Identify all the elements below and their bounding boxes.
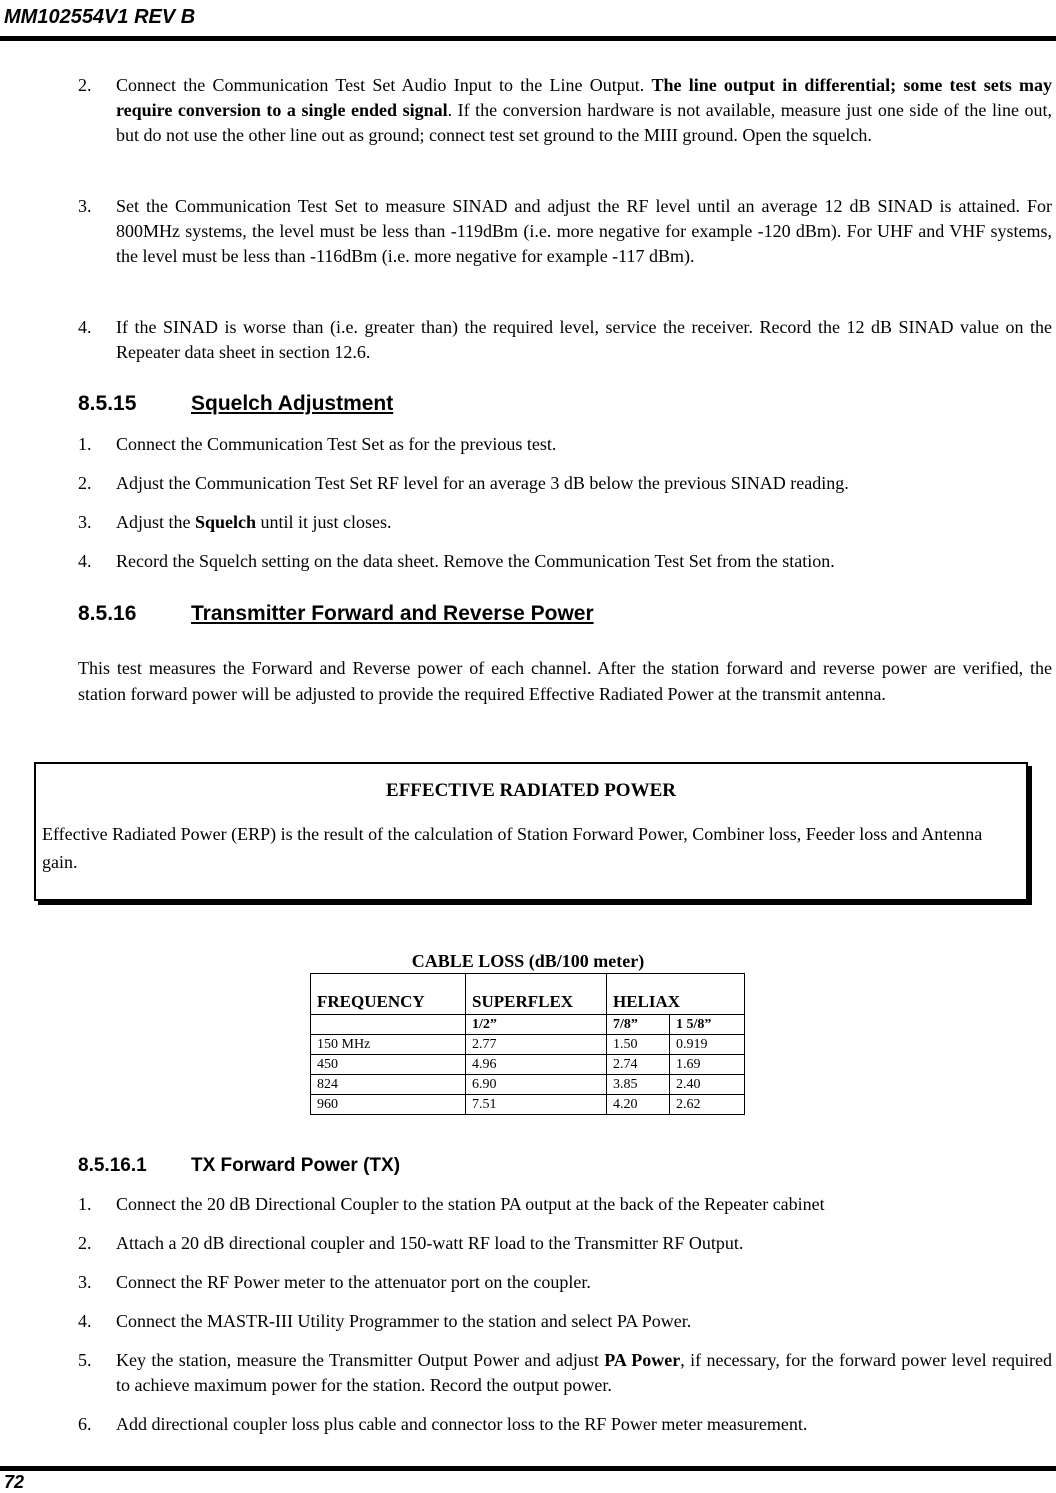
table-row [311,1095,745,1115]
subheader-cell: 1 5/8” [670,1015,745,1035]
table-cell: 2.40 [670,1075,745,1095]
list-item [78,315,1052,365]
section-heading-tx-power: 8.5.16 Transmitter Forward and Reverse Power [78,602,594,625]
page-number: 72 [4,1472,25,1492]
list-item: 2. Adjust the Communication Test Set RF level for an average 3 dB below the previous SINAD reading. [78,473,849,493]
list-item: 1. Connect the Communication Test Set as for the previous test. [78,434,557,454]
table-cell: 7.51 [466,1095,607,1115]
table-cell: 4.20 [607,1095,670,1115]
table-cell: 0.919 [670,1035,745,1055]
item-number: 2. [78,75,92,95]
erp-title: EFFECTIVE RADIATED POWER [386,780,676,801]
list-item: 2. Attach a 20 dB directional coupler and 150-watt RF load to the Transmitter RF Output. [78,1233,744,1253]
table-row [311,1035,745,1055]
footer-rule [0,1466,1056,1471]
table-cell: 450 [311,1055,466,1075]
table-cell: 2.62 [670,1095,745,1115]
cable-table-title: CABLE LOSS (dB/100 meter) [411,951,645,971]
subheader-cell: 7/8” [607,1015,670,1035]
table-cell: 2.74 [607,1055,670,1075]
subsection-heading-tx-forward: 8.5.16.1 TX Forward Power (TX) [78,1155,401,1176]
item-number: 3. [78,196,92,216]
list-item: 4. Record the Squelch setting on the data sheet. Remove the Communication Test Set from the station. [78,551,835,571]
list-item [78,194,1052,269]
list-item: 1. Connect the 20 dB Directional Coupler to the station PA output at the back of the Repeater cabinet [78,1194,825,1214]
table-cell: 824 [311,1075,466,1095]
section-heading-squelch: 8.5.15 Squelch Adjustment [78,392,394,415]
list-item [78,73,1052,148]
item-text: Connect the Communication Test Set Audio Input to the Line Output. The line output in differential; some test sets may require conversion to a single ended signal. If the conversion hardware is not available, measure just one side of the line out, but do not use the other line out as ground; connect test set ground to the MIII ground. Open the squelch. [116,75,1052,145]
subheader-cell: 1/2” [466,1015,607,1035]
table-cell: 1.69 [670,1055,745,1075]
header-cell: FREQUENCY [311,974,466,1015]
table-cell: 2.77 [466,1035,607,1055]
header-cell: SUPERFLEX [466,974,607,1015]
table-header-row [311,974,745,1015]
header-rule [0,36,1056,41]
item-text: If the SINAD is worse than (i.e. greater than) the required level, service the receiver. Record the 12 dB SINAD value on the Repeater data sheet in section 12.6. [116,317,1052,362]
item-text: Set the Communication Test Set to measure SINAD and adjust the RF level until an average 12 dB SINAD is attained. For 800MHz systems, the level must be less than -119dBm (i.e. more negative for example -120 dBm). For UHF and VHF systems, the level must be less than -116dBm (i.e. more negative for example -117 dBm). [116,196,1052,266]
table-row [311,1075,745,1095]
table-cell: 960 [311,1095,466,1115]
cable-loss-table [310,973,745,1115]
table-cell: 6.90 [466,1075,607,1095]
list-item: 3. Adjust the Squelch until it just closes. [78,512,392,532]
document-id: MM102554V1 REV B [4,6,196,28]
table-cell: 1.50 [607,1035,670,1055]
table-subheader-row [311,1015,745,1035]
list-item: 3. Connect the RF Power meter to the attenuator port on the coupler. [78,1272,591,1292]
table-row [311,1055,745,1075]
table-cell: 150 MHz [311,1035,466,1055]
list-item: 5. Key the station, measure the Transmitter Output Power and adjust PA Power, if necessary, for the forward power level required to achieve maximum power for the station. Record the output power. [78,1350,1053,1395]
header-cell: HELIAX [607,974,745,1015]
subheader-cell [311,1015,466,1035]
table-cell: 4.96 [466,1055,607,1075]
list-item: 6. Add directional coupler loss plus cable and connector loss to the RF Power meter measurement. [78,1414,808,1434]
list-item: 4. Connect the MASTR-III Utility Programmer to the station and select PA Power. [78,1311,692,1331]
erp-body: Effective Radiated Power (ERP) is the result of the calculation of Station Forward Power, Combiner loss, Feeder loss and Antenna gain. [42,824,983,872]
erp-note-box [34,762,1028,901]
table-cell: 3.85 [607,1075,670,1095]
item-number: 4. [78,317,92,337]
section-paragraph: This test measures the Forward and Reverse power of each channel. After the station forward and reverse power are verified, the station forward power will be adjusted to provide the required Effective Radiated Power at the transmit antenna. [78,658,1052,704]
